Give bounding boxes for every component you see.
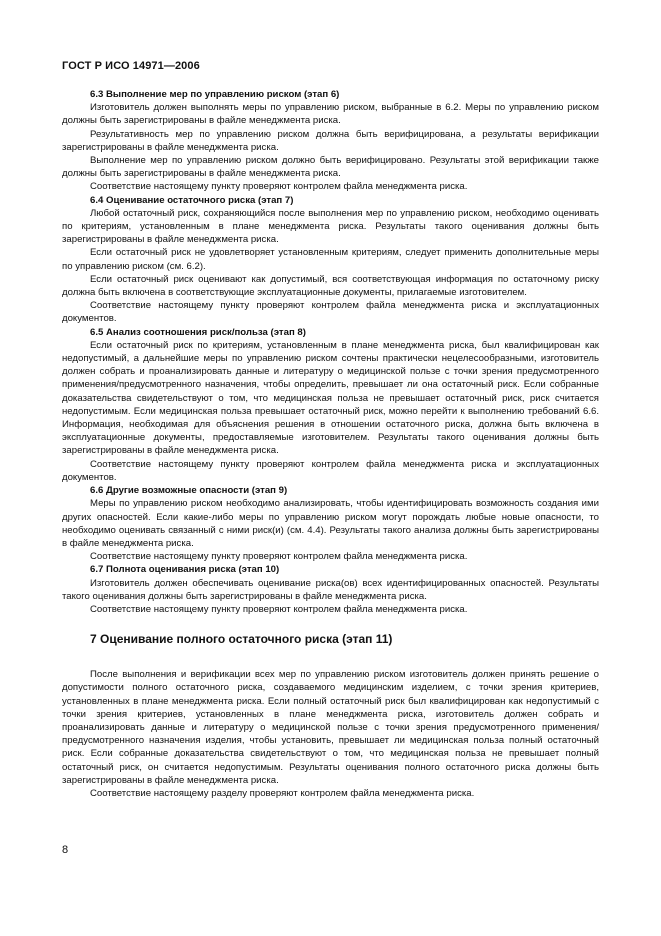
section-heading: 6.3 Выполнение мер по управлению риском (этап 6) xyxy=(90,89,340,100)
document-id: ГОСТ Р ИСО 14971—2006 xyxy=(62,60,200,72)
chapter-heading: 7 Оценивание полного остаточного риска (этап 11) xyxy=(90,632,393,647)
section-heading: 6.6 Другие возможные опасности (этап 9) xyxy=(90,485,288,497)
section-heading: 6.4 Оценивание остаточного риска (этап 7) xyxy=(90,194,294,206)
paragraph: После выполнения и верификации всех мер по управлению риском изготовитель должен принять решение о допустимости полного остаточного риска, создаваемого медицинским изделием, с точки зрения критериев, установленных в плане менеджмента риска. Если полный остаточный риск был квалифицирован как недопустимый с точки зрения критериев, установленных в плане менеджмента риска, изготовитель должен собрать и проанализировать данные и литературу о медицинской пользе с точки зрения предусмотренного применения/предусмотренного назначения изделия, чтобы установить, превышает ли медицинская польза полный остаточный риск. Если собранные доказательства свидетельствуют о том, что медицинская польза не превышает полный остаточный риск, он считается недопустимым. Результаты оценивания полного остаточного риска должны быть зарегистрированы в файле менеджмента риска. xyxy=(62,669,599,786)
paragraph: Если остаточный риск не удовлетворяет установленным критериям, следует применить дополнительные меры по управлению риском (см. 6.2). xyxy=(62,247,599,272)
paragraph: Результативность мер по управлению риском должна быть верифицирована, а результаты верификации зарегистрированы в файле менеджмента риска. xyxy=(62,128,599,153)
paragraph: Соответствие настоящему пункту проверяют контролем файла менеджмента риска. xyxy=(90,181,468,193)
paragraph: Любой остаточный риск, сохраняющийся после выполнения мер по управлению риском, необходимо оценивать по критериям, установленным в плане менеджмента риска. Результаты такого оценивания должны быть зарегистрированы в файле менеджмента риска. xyxy=(62,207,599,246)
section-heading: 6.7 Полнота оценивания риска (этап 10) xyxy=(90,564,280,576)
paragraph: Изготовитель должен выполнять меры по управлению риском, выбранные в 6.2. Меры по управлению риском должны быть зарегистрированы в файле менеджмента риска. xyxy=(62,102,599,127)
page-number: 8 xyxy=(62,844,69,856)
paragraph: Соответствие настоящему разделу проверяют контролем файла менеджмента риска. xyxy=(90,787,475,799)
paragraph: Изготовитель должен обеспечивать оценивание риска(ов) всех идентифицированных опасностей. Результаты такого оценивания должны быть зарегистрированы в файле менеджмента риска. xyxy=(62,577,599,602)
paragraph: Соответствие настоящему пункту проверяют контролем файла менеджмента риска и эксплуатационных документов. xyxy=(62,300,599,325)
paragraph: Выполнение мер по управлению риском должно быть верифицировано. Результаты этой верификации также должны быть зарегистрированы в файле менеджмента риска. xyxy=(62,155,599,180)
section-heading: 6.5 Анализ соотношения риск/польза (этап 8) xyxy=(90,326,306,338)
paragraph: Соответствие настоящему пункту проверяют контролем файла менеджмента риска. xyxy=(90,603,468,615)
paragraph: Если остаточный риск по критериям, установленным в плане менеджмента риска, был квалифицирован как недопустимый, а дальнейшие меры по управлению риском сочтены практически нецелесообразными, изготовитель должен собрать и проанализировать данные и литературу о медицинской пользе с точки зрения предусмотренного применения/предусмотренного назначения, чтобы определить, превышает ли она остаточный риск. Если собранные доказательства свидетельствуют о том, что медицинская польза не превышает остаточный риск, риск считается недопустимым. Если медицинская польза превышает остаточный риск, можно перейти к выполнению требований 6.6. Информация, необходимая для объяснения решения в отношении остаточного риска, должна быть включена в эксплуатационные документы, предоставляемые изготовителем. Результаты такого оценивания должны быть зарегистрированы в файле менеджмента риска. xyxy=(62,339,599,457)
page-body xyxy=(62,88,599,800)
paragraph: Соответствие настоящему пункту проверяют контролем файла менеджмента риска и эксплуатационных документов. xyxy=(62,458,599,483)
paragraph: Меры по управлению риском необходимо анализировать, чтобы идентифицировать возможность создания ими других опасностей. Если какие-либо меры по управлению риском могут порождать любые новые опасности, то необходимо оценивать связанный с ними риск(и) (см. 4.4). Результаты такого анализа должны быть зарегистрированы в файле менеджмента риска. xyxy=(62,498,599,549)
paragraph: Если остаточный риск оценивают как допустимый, вся соответствующая информация по остаточному риску должна быть включена в соответствующие эксплуатационные документы, прилагаемые изготовителем. xyxy=(62,273,599,299)
paragraph: Соответствие настоящему пункту проверяют контролем файла менеджмента риска. xyxy=(90,551,468,563)
